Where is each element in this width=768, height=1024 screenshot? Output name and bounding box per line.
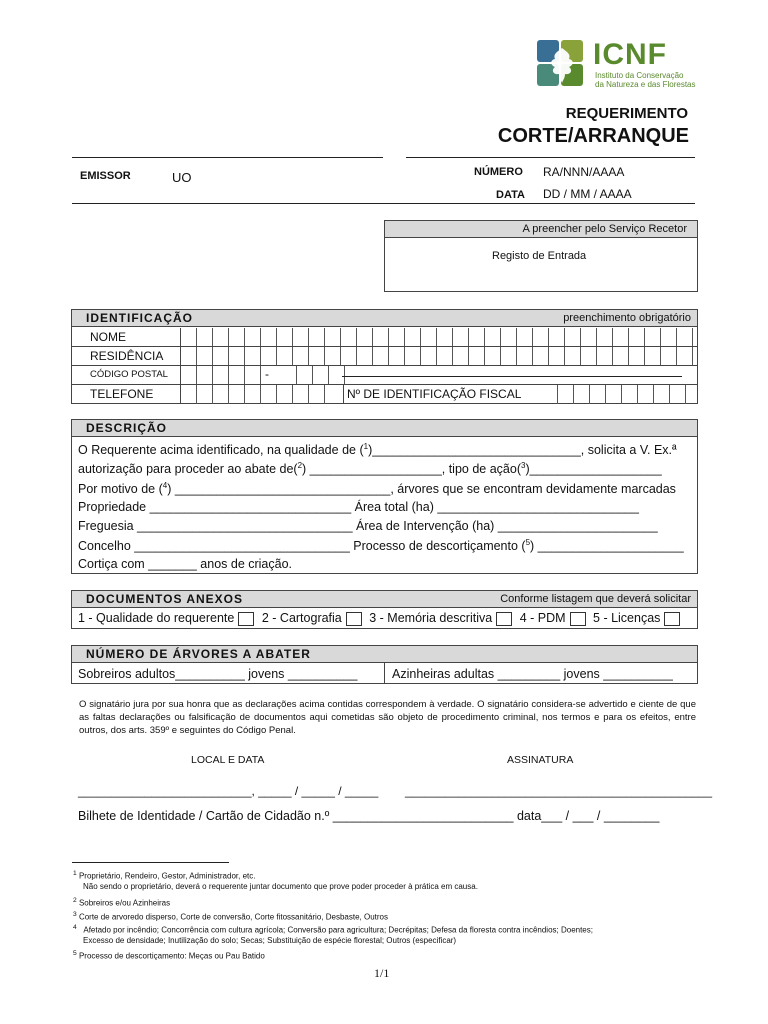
nome-grid[interactable] [181, 328, 693, 346]
doc-checkbox-5[interactable] [664, 612, 680, 626]
postal-dash: - [265, 367, 269, 381]
icnf-logo [537, 38, 696, 90]
nif-grid[interactable] [542, 385, 686, 404]
localidade-line[interactable] [342, 376, 682, 377]
nif-label: Nº DE IDENTIFICAÇÃO FISCAL [343, 385, 521, 404]
page-number: 1/1 [374, 966, 390, 980]
telefone-row[interactable] [72, 385, 697, 404]
doc-item-5: 5 - Licenças [593, 611, 661, 625]
data-label: DATA [496, 189, 525, 201]
desc-line-4[interactable]: Propriedade _____________________________ Área total (ha) _____________________________ [78, 500, 639, 514]
documentos-section [71, 590, 698, 629]
sobreiros-field[interactable]: Sobreiros adultos__________ jovens __________ [78, 667, 358, 681]
local-data-label: LOCAL E DATA [191, 754, 265, 766]
residencia-grid[interactable] [181, 347, 693, 365]
arvores-head: NÚMERO DE ÁRVORES A ABATER [72, 646, 697, 663]
desc-line-7[interactable]: Cortiça com _______ anos de criação. [78, 557, 293, 571]
numero-value[interactable]: RA/NNN/AAAA [543, 165, 625, 179]
signature-line[interactable]: ______________________________________________ [405, 784, 712, 798]
mandatory-note: preenchimento obrigatório [563, 312, 691, 324]
data-value[interactable]: DD / MM / AAAA [543, 187, 632, 201]
doc-item-4: 4 - PDM [519, 611, 566, 625]
nome-row[interactable] [72, 328, 697, 347]
descricao-section [71, 419, 698, 574]
doc-checkbox-3[interactable] [496, 612, 512, 626]
desc-line-1[interactable]: O Requerente acima identificado, na qualidade de ($^1$)______________________________, solicita a V. Ex.ª [78, 442, 677, 458]
declaracao-text: O signatário jura por sua honra que as declarações acima contidas correspondem à verdade. O signatário considera-se advertido e ciente de que as faltas declarações ou falsificação de documentos aqui cometidas são objeto de procedimento criminal, nos termos e para os efeitos, entre outros, dos arts. 359º e seguintes do Código Penal. [79, 699, 696, 736]
azinheiras-field[interactable]: Azinheiras adultas _________ jovens __________ [392, 667, 673, 681]
footnote-1: $^1$ Proprietário, Rendeiro, Gestor, Administrador, etc. [73, 870, 256, 881]
residencia-row[interactable] [72, 347, 697, 366]
doc-item-3: 3 - Memória descritiva [369, 611, 493, 625]
divider [72, 157, 383, 158]
footnote-2: $^2$ Sobreiros e/ou Azinheiras [73, 897, 171, 908]
footnote-3: $^3$ Corte de arvoredo disperso, Corte de conversão, Corte fitossanitário, Desbaste, Outros [73, 911, 388, 922]
telefone-label: TELEFONE [72, 385, 181, 404]
documentos-note: Conforme listagem que deverá solicitar [500, 593, 691, 605]
doc-item-1: 1 - Qualidade do requerente [78, 611, 235, 625]
doc-checkbox-1[interactable] [238, 612, 254, 626]
desc-line-6[interactable]: Concelho _______________________________ Processo de descortiçamento ($^5$) _____________________ [78, 538, 684, 554]
footnote-4: $^4$ Afetado por incêndio; Concorrência com cultura agrícola; Conversão para agricultura; Decrépitas; Defesa da floresta contra incêndios; Doentes; [73, 924, 593, 935]
documentos-head: DOCUMENTOS ANEXOS Conforme listagem que deverá solicitar [72, 591, 697, 608]
identificacao-section [71, 309, 698, 404]
arvores-section [71, 645, 698, 684]
documentos-checklist [78, 611, 684, 626]
divider [384, 663, 385, 684]
codigo-postal-label: CÓDIGO POSTAL [72, 366, 181, 384]
desc-line-5[interactable]: Freguesia _______________________________ Área de Intervenção (ha) _______________________ [78, 519, 658, 533]
bi-line[interactable]: Bilhete de Identidade / Cartão de Cidadão n.º __________________________ data___ / ___ / ________ [78, 809, 660, 823]
doc-checkbox-4[interactable] [570, 612, 586, 626]
recetor-box [384, 220, 698, 292]
footnote-1b: Não sendo o proprietário, deverá o requerente juntar documento que prove poder proceder à prática em causa. [83, 882, 478, 891]
emissor-label: EMISSOR [80, 170, 131, 182]
residencia-label: RESIDÊNCIA [72, 347, 181, 365]
assinatura-label: ASSINATURA [507, 754, 574, 766]
desc-line-3[interactable]: Por motivo de ($^4$) _______________________________, árvores que se encontram devidamente marcadas [78, 481, 676, 497]
footnote-divider [72, 862, 229, 863]
registo-label: Registo de Entrada [492, 250, 587, 262]
codigo-postal-row[interactable] [72, 366, 697, 385]
nome-label: NOME [72, 328, 181, 346]
logo-subtitle: Instituto da Conservação da Natureza e das Florestas [595, 71, 696, 89]
logo-wordmark: ICNF [593, 38, 667, 71]
local-data-line[interactable]: __________________________, _____ / _____ / _____ [78, 784, 379, 798]
footnote-4b: Excesso de densidade; Inutilização do solo; Secas; Substituição de espécie florestal; Outros (especificar) [83, 936, 457, 945]
numero-label: NÚMERO [474, 166, 523, 178]
desc-line-2[interactable]: autorização para proceder ao abate de($^2$) ___________________, tipo de ação($^3$)___________________ [78, 461, 662, 477]
telefone-grid[interactable] [181, 385, 325, 404]
descricao-head: DESCRIÇÃO [72, 420, 697, 437]
doc-checkbox-2[interactable] [346, 612, 362, 626]
form-title: CORTE/ARRANQUE [497, 125, 689, 147]
doc-item-2: 2 - Cartografia [261, 611, 342, 625]
oak-leaf-icon [547, 46, 577, 84]
divider [406, 157, 695, 158]
codigo-postal-grid[interactable] [181, 366, 261, 384]
form-type: REQUERIMENTO [565, 105, 688, 122]
emissor-value[interactable]: UO [172, 170, 192, 185]
identificacao-head: IDENTIFICAÇÃO preenchimento obrigatório [72, 310, 697, 327]
recetor-head: A preencher pelo Serviço Recetor [385, 221, 697, 238]
codigo-postal-grid-2[interactable] [281, 366, 345, 384]
divider [72, 203, 695, 204]
footnote-5: $^5$ Processo de descortiçamento: Meças ou Pau Batido [73, 950, 265, 961]
